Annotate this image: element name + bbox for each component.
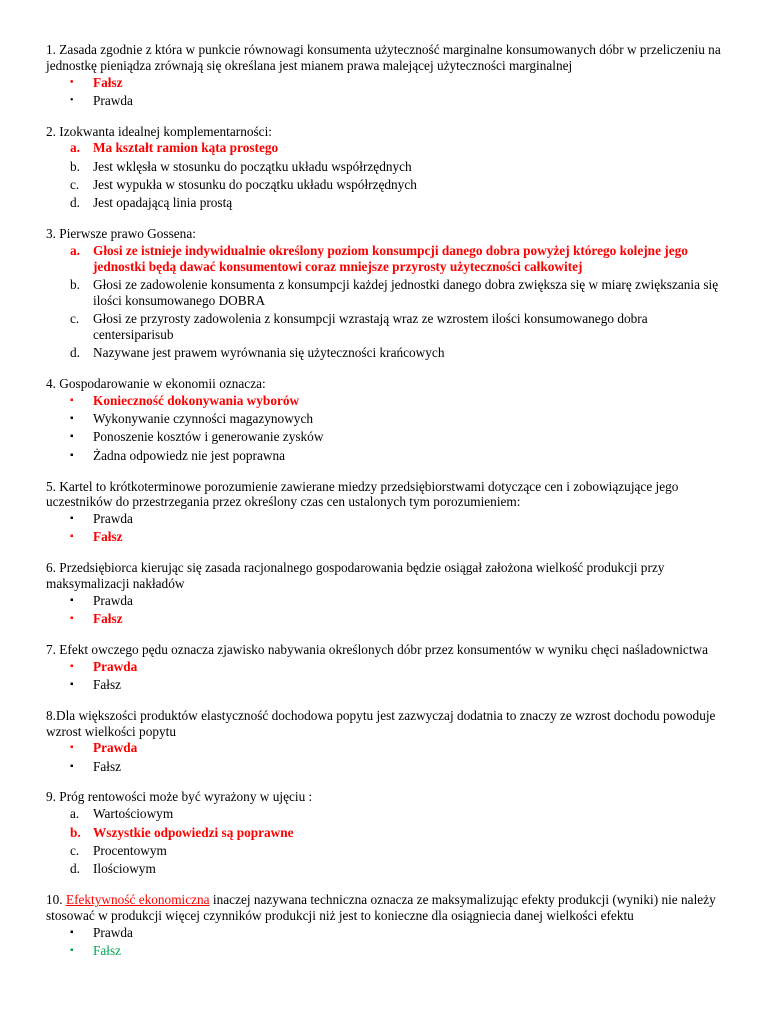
option-marker: d. (70, 861, 80, 877)
option (46, 277, 722, 309)
option (46, 861, 722, 877)
option-marker: ▪ (70, 613, 74, 625)
option (46, 925, 722, 941)
option-label: Ma kształt ramion kąta prostego (93, 140, 279, 156)
option (46, 806, 722, 822)
option-marker: ▪ (70, 394, 74, 406)
question-10-options (46, 925, 722, 959)
question-7 (46, 642, 722, 693)
option (46, 243, 722, 275)
option-label: Fałsz (93, 74, 123, 90)
option (46, 511, 722, 527)
question-text: 3. Pierwsze prawo Gossena: (46, 226, 196, 242)
question-3 (46, 226, 722, 361)
question-text: 9. Próg rentowości może być wyrażony w ujęciu : (46, 789, 313, 805)
option (46, 659, 722, 675)
question-9 (46, 789, 722, 876)
option (46, 411, 722, 427)
option-label: Jest opadającą linia prostą (93, 195, 233, 211)
question-text: 7. Efekt owczego pędu oznacza zjawisko nabywania określonych dóbr przez konsumentów w wyniku chęci naśladownictwa (46, 641, 709, 657)
question-4 (46, 376, 722, 463)
question-8 (46, 708, 722, 775)
option (46, 311, 722, 343)
question-6 (46, 560, 722, 627)
question-10-text (46, 892, 722, 924)
option (46, 593, 722, 609)
option-label: Konieczność dokonywania wyborów (93, 392, 300, 408)
option-marker: c. (70, 311, 80, 327)
option (46, 393, 722, 409)
option-label: Jest wypukła w stosunku do początku układu współrzędnych (93, 177, 417, 193)
option-label: Fałsz (93, 677, 122, 692)
option-label: Głosi ze przyrosty zadowolenia z konsumpcji wzrastają wraz ze wzrostem ilości konsumowanego dobra centersiparisub (93, 311, 648, 342)
option-list (46, 659, 722, 693)
option-marker: ▪ (70, 679, 74, 690)
option-label: Głosi ze istnieje indywidualnie określony poziom konsumpcji danego dobra powyżej którego kolejne jego jednostki będą dawać konsumentowi coraz mniejsze przyrosty użyteczności całkowitej (93, 242, 688, 274)
option-marker: ▪ (70, 449, 74, 461)
option-label: Żadna odpowiedz nie jest poprawna (93, 447, 285, 463)
question-text: 5. Kartel to krótkoterminowe porozumienie zawierane miedzy przedsiębiorstwami dotyczące cen i zobowiązujące jego uczestników do przestrzegania przez określony czas cen ustalonych tym porozumieniem: (46, 478, 679, 510)
option-list (46, 511, 722, 545)
option-label: Ponoszenie kosztów i generowanie zysków (93, 429, 324, 445)
option-list (46, 593, 722, 627)
option-marker: ▪ (70, 513, 74, 525)
question-text: 1. Zasada zgodnie z która w punkcie równowagi konsumenta użyteczność marginalne konsumowanych dóbr w przeliczeniu na jednostkę pieniądza zrównają się określana jest mianem prawa malejącej użyteczności marginalnej (46, 42, 721, 73)
option-marker: ▪ (70, 594, 74, 606)
option (46, 75, 722, 91)
option-label: Procentowym (93, 842, 167, 858)
question-list (46, 42, 722, 877)
option-marker: b. (70, 277, 80, 293)
option (46, 611, 722, 627)
option-label: Prawda (93, 511, 133, 527)
option-marker: a. (70, 140, 80, 156)
question-text: 6. Przedsiębiorca kierując się zasada racjonalnego gospodarowania będzie osiągał założona wielkość produkcji przy maksymalizacji nakładów (46, 560, 665, 592)
option (46, 825, 722, 841)
option-list (46, 806, 722, 877)
question-10-rest: inaczej nazywana techniczna oznacza ze maksymalizując efekty produkcji (wyniki) nie należy stosować w produkcji więcej czynników produkcji niż jest to konieczne dla osiągniecia danej wielkości efektu (46, 891, 716, 923)
option-list (46, 740, 722, 774)
option (46, 740, 722, 756)
option-label: Jest wklęsła w stosunku do początku układu współrzędnych (93, 158, 412, 174)
option-marker: a. (70, 806, 80, 822)
option (46, 93, 722, 109)
option-list (46, 75, 722, 109)
option (46, 677, 722, 693)
option-marker: ▪ (70, 660, 74, 672)
option-label: Prawda (93, 92, 133, 108)
option-label: Fałsz (93, 529, 123, 545)
option (46, 159, 722, 175)
option-label: Głosi ze zadowolenie konsumenta z konsumpcji każdej jednostki danego dobra zwiększa się w miarę zwiększania się ilości konsumowanego DOBRA (93, 277, 719, 308)
option-marker: b. (70, 824, 81, 840)
option-marker: • (70, 94, 74, 106)
option (46, 448, 722, 464)
option-marker: ▪ (70, 944, 74, 956)
option-label: Prawda (93, 740, 138, 756)
question-text: 4. Gospodarowanie w ekonomii oznacza: (46, 376, 266, 392)
option-marker: ▪ (70, 926, 74, 938)
option (46, 345, 722, 361)
question-5 (46, 479, 722, 546)
option-marker: b. (70, 158, 80, 174)
option-marker: a. (70, 242, 80, 258)
option-marker: • (70, 76, 74, 88)
option-marker: d. (70, 345, 80, 361)
option (46, 943, 722, 959)
option-label: Prawda (93, 658, 138, 674)
option-label: Wykonywanie czynności magazynowych (93, 411, 314, 427)
option-marker: ▪ (70, 531, 74, 543)
option-label: Prawda (93, 592, 133, 608)
option-list (46, 140, 722, 211)
option (46, 529, 722, 545)
question-10-prefix: 10. (46, 891, 66, 907)
option-label: Fałsz (93, 611, 123, 627)
option-list (46, 243, 722, 361)
option (46, 177, 722, 193)
option-marker: ▪ (70, 413, 74, 425)
question-10-highlight: Efektywność ekonomiczna (65, 891, 210, 907)
option-label: Prawda (93, 924, 133, 940)
option-marker: c. (70, 177, 80, 193)
option-marker: ▪ (70, 742, 74, 754)
option-label: Wszystkie odpowiedzi są poprawne (93, 824, 294, 840)
option (46, 843, 722, 859)
option-marker: ▪ (70, 760, 74, 772)
question-text: 2. Izokwanta idealnej komplementarności: (46, 123, 272, 139)
option-label: Wartościowym (93, 806, 174, 822)
question-10 (46, 892, 722, 959)
option (46, 429, 722, 445)
option-label: Nazywane jest prawem wyrównania się użyteczności krańcowych (93, 345, 445, 361)
question-1 (46, 42, 722, 109)
option-marker: d. (70, 195, 80, 211)
option (46, 759, 722, 775)
option (46, 195, 722, 211)
option-marker: c. (70, 842, 80, 858)
question-text: 8.Dla większości produktów elastyczność dochodowa popytu jest zazwyczaj dodatnia to znaczy ze wzrost dochodu powoduje wzrost wielkości popytu (46, 707, 716, 739)
option-marker: ▪ (70, 431, 74, 443)
option-label: Fałsz (93, 942, 122, 958)
option-list (46, 393, 722, 464)
option-label: Ilościowym (93, 861, 156, 877)
option (46, 140, 722, 156)
question-2 (46, 124, 722, 211)
option-label: Fałsz (93, 758, 122, 774)
